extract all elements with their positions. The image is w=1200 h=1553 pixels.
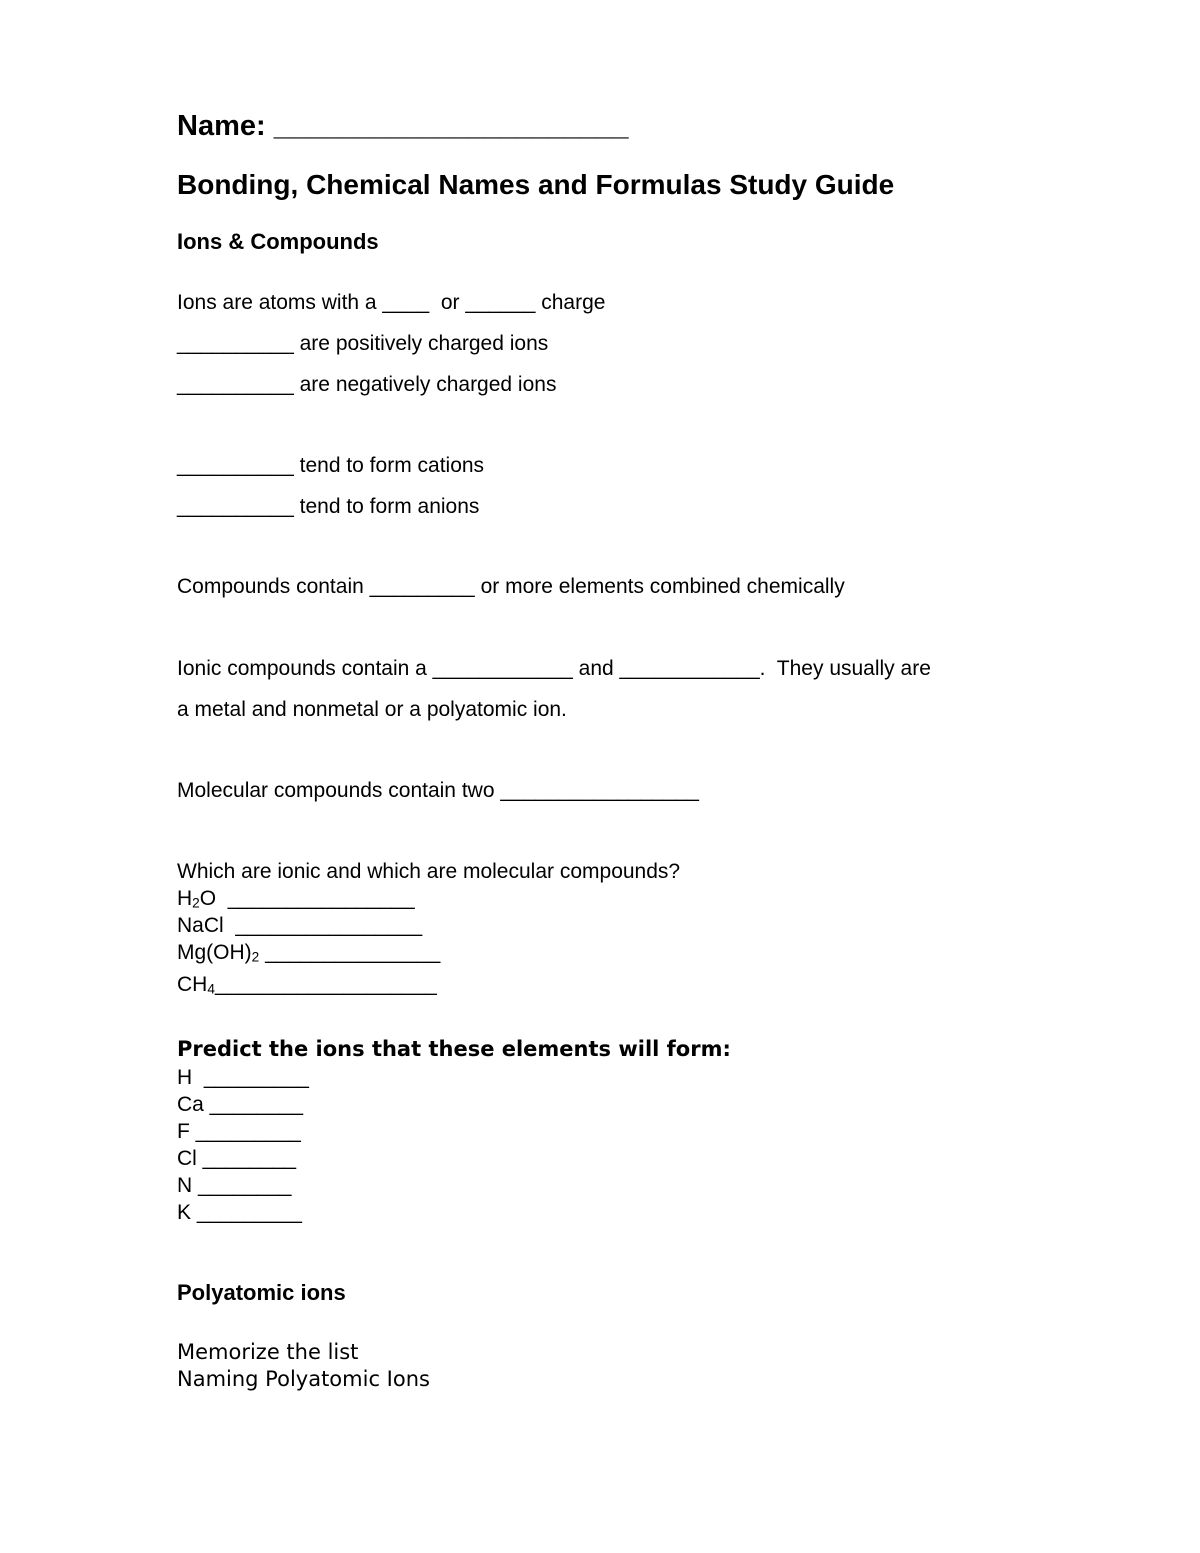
compound-h2o: $H_2O$ ________________ bbox=[177, 887, 415, 911]
element-ca: Ca ________ bbox=[177, 1093, 304, 1116]
ions-line-2: __________ are positively charged ions bbox=[177, 332, 549, 355]
element-h: H _________ bbox=[177, 1066, 309, 1089]
classify-question: Which are ionic and which are molecular compounds? bbox=[177, 860, 681, 883]
ions-line-5: __________ tend to form anions bbox=[177, 495, 480, 518]
section-heading-ions: Ions & Compounds bbox=[177, 229, 379, 254]
ions-line-4: __________ tend to form cations bbox=[177, 454, 485, 477]
ionic-compounds-line-2: a metal and nonmetal or a polyatomic ion. bbox=[177, 698, 567, 721]
element-k: K _________ bbox=[177, 1201, 302, 1224]
name-field-label: Name: ______________________ bbox=[177, 110, 629, 142]
element-n: N ________ bbox=[177, 1174, 292, 1197]
compound-ch4: $CH_4\_\_\_\_\_\_\_\_\_\_\_\_\_\_\_\_\_\_\_$ bbox=[177, 973, 437, 997]
element-cl: Cl ________ bbox=[177, 1147, 297, 1170]
memorize-line: Memorize the list bbox=[177, 1340, 359, 1364]
ions-line-3: __________ are negatively charged ions bbox=[177, 373, 557, 396]
page-title: Bonding, Chemical Names and Formulas Study Guide bbox=[177, 169, 895, 200]
molecular-compounds-line: Molecular compounds contain two _________________ bbox=[177, 779, 699, 802]
ionic-compounds-line-1: Ionic compounds contain a ____________ and ____________. They usually are bbox=[177, 657, 931, 680]
compound-nacl: NaCl ________________ bbox=[177, 914, 423, 937]
element-f: F _________ bbox=[177, 1120, 301, 1143]
section-heading-polyatomic: Polyatomic ions bbox=[177, 1280, 346, 1305]
compound-mgoh2: $Mg(OH)_2$ _______________ bbox=[177, 941, 441, 965]
predict-heading: Predict the ions that these elements will form: bbox=[177, 1037, 731, 1061]
naming-line: Naming Polyatomic Ions bbox=[177, 1367, 430, 1391]
compounds-line: Compounds contain _________ or more elements combined chemically bbox=[177, 575, 845, 598]
ions-line-1: Ions are atoms with a ____ or ______ charge bbox=[177, 291, 606, 314]
